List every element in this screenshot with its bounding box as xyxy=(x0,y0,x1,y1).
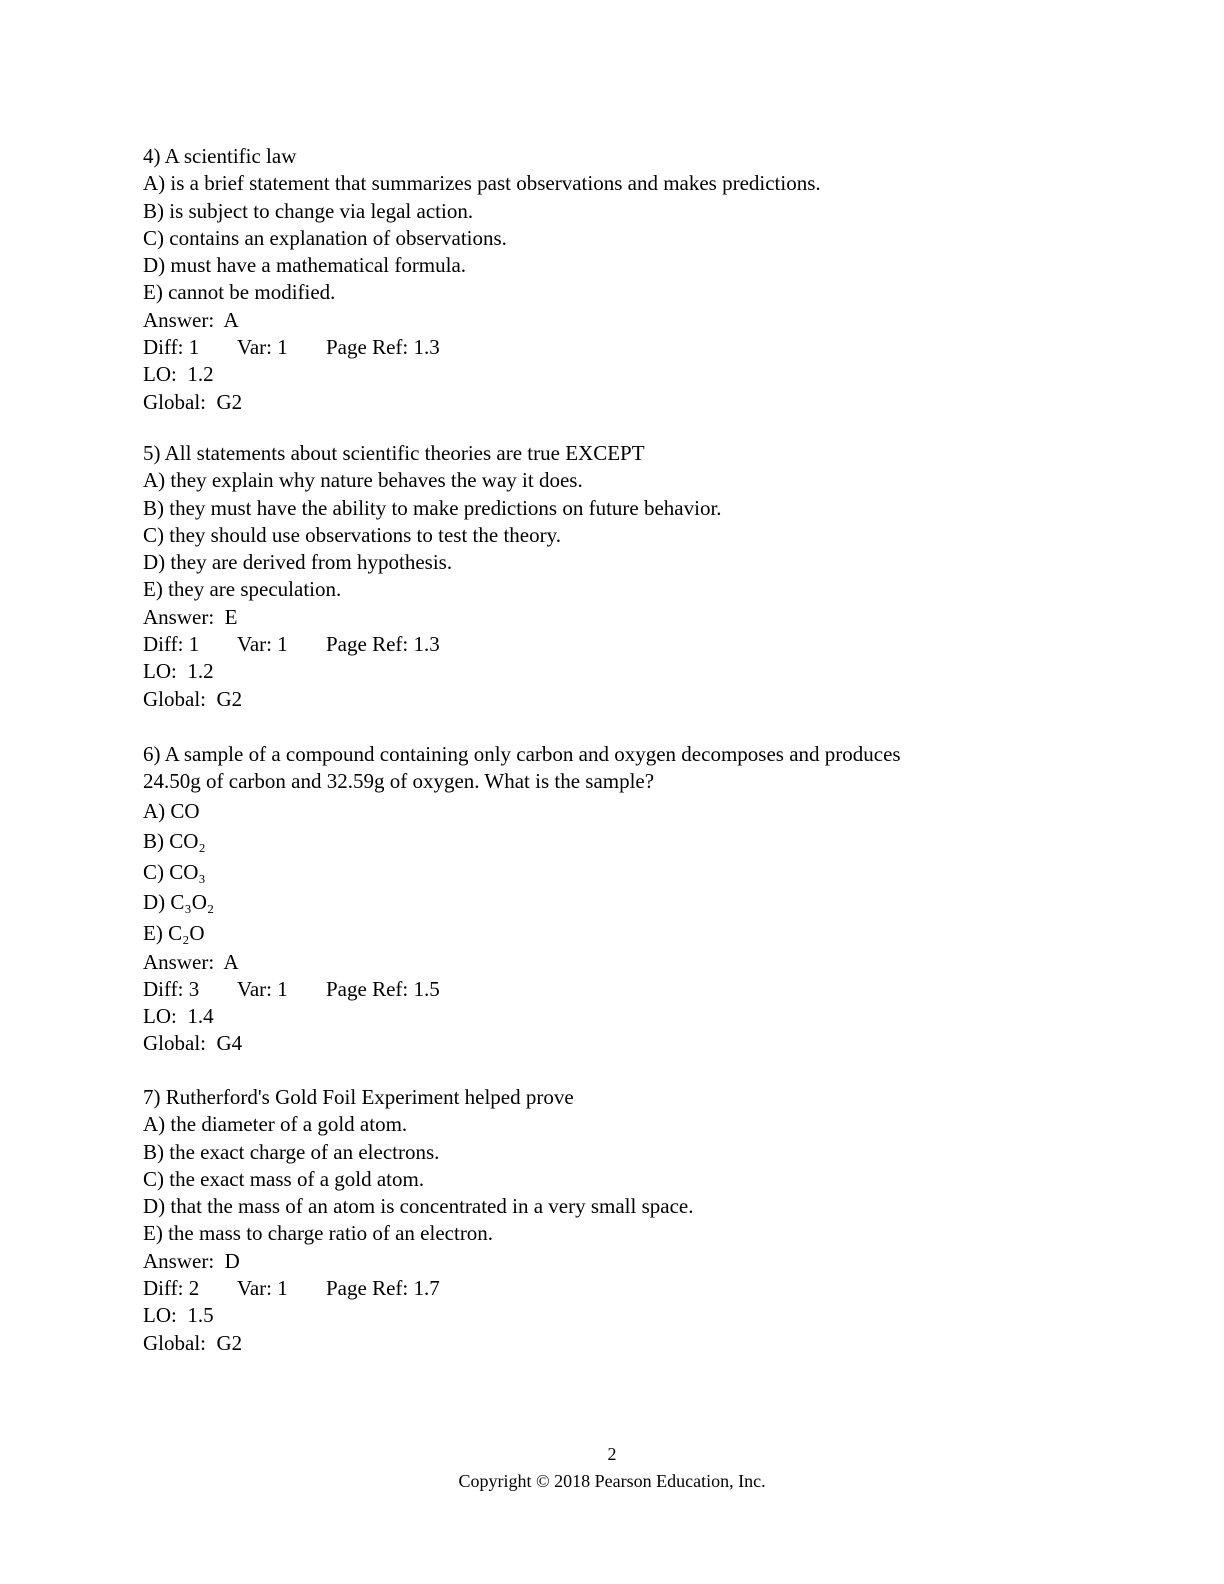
learning-objective: LO: 1.5 xyxy=(143,1303,214,1328)
answer-option: E) cannot be modified. xyxy=(143,280,336,305)
answer-option: C) contains an explanation of observations. xyxy=(143,225,507,250)
copyright-notice: Copyright © 2018 Pearson Education, Inc. xyxy=(458,1471,766,1491)
answer-option: B) they must have the ability to make predictions on future behavior. xyxy=(143,495,722,520)
answer-option: D) must have a mathematical formula. xyxy=(143,253,467,278)
question-meta xyxy=(143,1275,693,1302)
question-block xyxy=(143,741,901,1058)
question-meta xyxy=(143,631,722,658)
question-block xyxy=(143,1084,693,1357)
answer-option: B) CO₂ xyxy=(143,829,206,854)
meta-page-ref: Page Ref: 1.3 xyxy=(326,632,440,657)
meta-var: Var: 1 xyxy=(237,335,288,360)
meta-var: Var: 1 xyxy=(237,1276,288,1301)
meta-page-ref: Page Ref: 1.7 xyxy=(326,1276,440,1301)
answer-key: Answer: D xyxy=(143,1248,240,1273)
answer-key: Answer: A xyxy=(143,949,239,974)
answer-option: B) the exact charge of an electrons. xyxy=(143,1139,440,1164)
answer-option: D) C₃O₂ xyxy=(143,890,215,915)
global-outcome: Global: G2 xyxy=(143,389,243,414)
answer-option: D) that the mass of an atom is concentrated in a very small space. xyxy=(143,1194,694,1219)
meta-diff: Diff: 2 xyxy=(143,1276,200,1301)
question-block xyxy=(143,440,722,713)
question-meta xyxy=(143,976,901,1003)
meta-diff: Diff: 1 xyxy=(143,632,200,657)
answer-option: A) CO xyxy=(143,798,200,823)
answer-option: A) is a brief statement that summarizes past observations and makes predictions. xyxy=(143,171,821,196)
answer-key: Answer: A xyxy=(143,307,239,332)
answer-option: C) they should use observations to test the theory. xyxy=(143,522,561,547)
answer-option: E) the mass to charge ratio of an electron. xyxy=(143,1221,494,1246)
meta-page-ref: Page Ref: 1.3 xyxy=(326,335,440,360)
answer-option: A) they explain why nature behaves the way it does. xyxy=(143,468,583,493)
answer-option: E) they are speculation. xyxy=(143,577,342,602)
meta-page-ref: Page Ref: 1.5 xyxy=(326,976,440,1001)
question-stem: 24.50g of carbon and 32.59g of oxygen. What is the sample? xyxy=(143,769,655,794)
answer-option: E) C₂O xyxy=(143,920,205,945)
question-meta xyxy=(143,334,821,361)
answer-option: C) the exact mass of a gold atom. xyxy=(143,1166,425,1191)
question-block xyxy=(143,143,821,416)
global-outcome: Global: G2 xyxy=(143,1330,243,1355)
answer-option: A) the diameter of a gold atom. xyxy=(143,1112,408,1137)
question-stem: 7) Rutherford's Gold Foil Experiment helped prove xyxy=(143,1085,574,1109)
meta-diff: Diff: 1 xyxy=(143,335,200,360)
learning-objective: LO: 1.2 xyxy=(143,659,214,684)
meta-var: Var: 1 xyxy=(237,632,288,657)
global-outcome: Global: G2 xyxy=(143,686,243,711)
question-stem: 6) A sample of a compound containing only carbon and oxygen decomposes and produces xyxy=(143,742,901,766)
page-number: 2 xyxy=(607,1444,617,1464)
answer-key: Answer: E xyxy=(143,604,238,629)
meta-var: Var: 1 xyxy=(237,976,288,1001)
meta-diff: Diff: 3 xyxy=(143,976,200,1001)
answer-option: B) is subject to change via legal action. xyxy=(143,198,474,223)
question-stem: 4) A scientific law xyxy=(143,144,297,168)
learning-objective: LO: 1.2 xyxy=(143,362,214,387)
learning-objective: LO: 1.4 xyxy=(143,1004,214,1029)
global-outcome: Global: G4 xyxy=(143,1031,243,1056)
answer-option: C) CO₃ xyxy=(143,859,206,884)
answer-option: D) they are derived from hypothesis. xyxy=(143,550,453,575)
question-stem: 5) All statements about scientific theories are true EXCEPT xyxy=(143,441,645,465)
